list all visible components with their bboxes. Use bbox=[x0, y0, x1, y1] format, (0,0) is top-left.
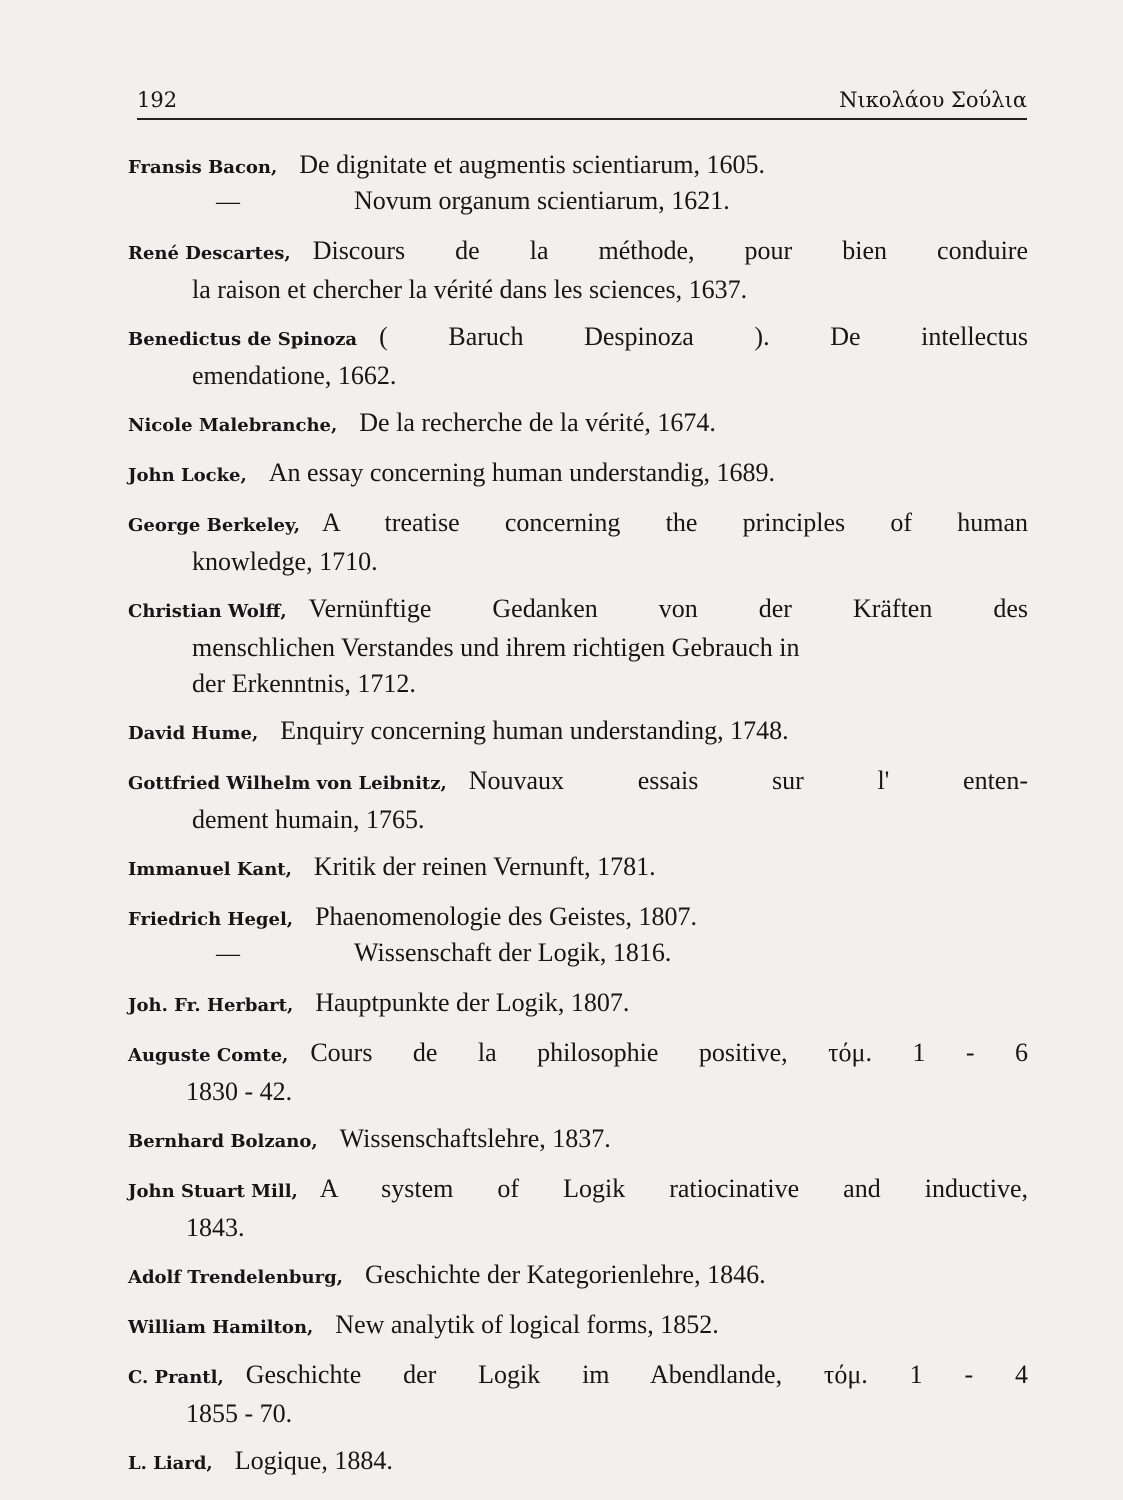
entry-work: Logique, 1884. bbox=[234, 1446, 393, 1475]
entry-work: Kritik der reinen Vernunft, 1781. bbox=[313, 852, 656, 881]
entry-continuation: la raison et chercher la vérité dans les sciences, 1637. bbox=[192, 275, 748, 304]
entry-author: John Stuart Mill, bbox=[128, 1181, 298, 1202]
entry-work: Discours de la méthode, pour bien conduire bbox=[312, 236, 1028, 265]
bibliography-entry bbox=[128, 988, 1028, 1024]
page-header bbox=[137, 84, 1027, 120]
entry-work: Wissenschaft der Logik, 1816. bbox=[354, 938, 672, 967]
entry-work: Hauptpunkte der Logik, 1807. bbox=[315, 988, 630, 1017]
entry-work: De dignitate et augmentis scientiarum, 1605. bbox=[299, 150, 765, 179]
entry-author: C. Prantl, bbox=[128, 1367, 224, 1388]
entry-continuation: 1843. bbox=[186, 1213, 245, 1242]
bibliography-entry bbox=[128, 1038, 1028, 1110]
entry-work: Nouvaux essais sur l' enten- bbox=[468, 766, 1028, 795]
entry-author: L. Liard, bbox=[128, 1453, 213, 1474]
bibliography-entry bbox=[128, 150, 1028, 222]
entry-author: John Locke, bbox=[128, 465, 247, 486]
bibliography-entry bbox=[128, 458, 1028, 494]
entry-author: Gottfried Wilhelm von Leibnitz, bbox=[128, 773, 447, 794]
page-number: 192 bbox=[137, 88, 178, 112]
bibliography-entry bbox=[128, 322, 1028, 394]
entry-work: A treatise concerning the principles of human bbox=[321, 508, 1028, 537]
bibliography-entry bbox=[128, 594, 1028, 702]
bibliography-entry bbox=[128, 1310, 1028, 1346]
entry-author: René Descartes, bbox=[128, 243, 291, 264]
ditto-dash: — bbox=[216, 189, 240, 215]
entry-work: Phaenomenologie des Geistes, 1807. bbox=[315, 902, 698, 931]
bibliography-entry bbox=[128, 1446, 1028, 1482]
entry-work: Geschichte der Logik im Abendlande, τόμ. 1 - 4 bbox=[245, 1360, 1028, 1389]
bibliography-entry bbox=[128, 408, 1028, 444]
bibliography-entry bbox=[128, 1360, 1028, 1432]
bibliography-entry bbox=[128, 1174, 1028, 1246]
entry-work: Novum organum scientiarum, 1621. bbox=[354, 186, 730, 215]
entry-continuation: der Erkenntnis, 1712. bbox=[192, 669, 416, 698]
entry-continuation: 1830 - 42. bbox=[186, 1077, 293, 1106]
bibliography-entry bbox=[128, 1124, 1028, 1160]
entry-author: Friedrich Hegel, bbox=[128, 909, 294, 930]
entry-work: Vernünftige Gedanken von der Kräften des bbox=[308, 594, 1028, 623]
entry-work: ( Baruch Despinoza ). De intellectus bbox=[379, 322, 1028, 351]
entry-author: William Hamilton, bbox=[128, 1317, 314, 1338]
bibliography-entry bbox=[128, 852, 1028, 888]
bibliography-entry bbox=[128, 766, 1028, 838]
entry-continuation: 1855 - 70. bbox=[186, 1399, 293, 1428]
bibliography-entry bbox=[128, 716, 1028, 752]
bibliography-entry bbox=[128, 508, 1028, 580]
entry-work: Geschichte der Kategorienlehre, 1846. bbox=[364, 1260, 766, 1289]
entry-work: Cours de la philosophie positive, τόμ. 1 - 6 bbox=[310, 1038, 1028, 1067]
entry-author: Joh. Fr. Herbart, bbox=[128, 995, 294, 1016]
entry-author: Immanuel Kant, bbox=[128, 859, 292, 880]
entry-author: Benedictus de Spinoza bbox=[128, 329, 358, 350]
entry-work: Enquiry concerning human understanding, 1748. bbox=[280, 716, 789, 745]
entry-continuation: emendatione, 1662. bbox=[192, 361, 397, 390]
entry-continuation: dement humain, 1765. bbox=[192, 805, 425, 834]
bibliography-list bbox=[128, 150, 1028, 1496]
entry-author: Christian Wolff, bbox=[128, 601, 287, 622]
running-head: Νικολάου Σούλια bbox=[839, 88, 1027, 112]
entry-work: New analytik of logical forms, 1852. bbox=[335, 1310, 719, 1339]
entry-author: Adolf Trendelenburg, bbox=[128, 1267, 343, 1288]
bibliography-entry bbox=[128, 236, 1028, 308]
entry-work: An essay concerning human understandig, 1689. bbox=[268, 458, 775, 487]
entry-author: David Hume, bbox=[128, 723, 259, 744]
ditto-dash: — bbox=[216, 941, 240, 967]
entry-continuation: knowledge, 1710. bbox=[192, 547, 378, 576]
entry-continuation: menschlichen Verstandes und ihrem richtigen Gebrauch in bbox=[192, 633, 800, 662]
entry-author: Nicole Malebranche, bbox=[128, 415, 338, 436]
entry-work: De la recherche de la vérité, 1674. bbox=[359, 408, 716, 437]
bibliography-entry bbox=[128, 1260, 1028, 1296]
entry-author: George Berkeley, bbox=[128, 515, 300, 536]
entry-author: Fransis Bacon, bbox=[128, 157, 278, 178]
entry-author: Bernhard Bolzano, bbox=[128, 1131, 318, 1152]
entry-author: Auguste Comte, bbox=[128, 1045, 289, 1066]
entry-work: A system of Logik ratiocinative and inductive, bbox=[319, 1174, 1028, 1203]
bibliography-entry bbox=[128, 902, 1028, 974]
entry-work: Wissenschaftslehre, 1837. bbox=[339, 1124, 611, 1153]
